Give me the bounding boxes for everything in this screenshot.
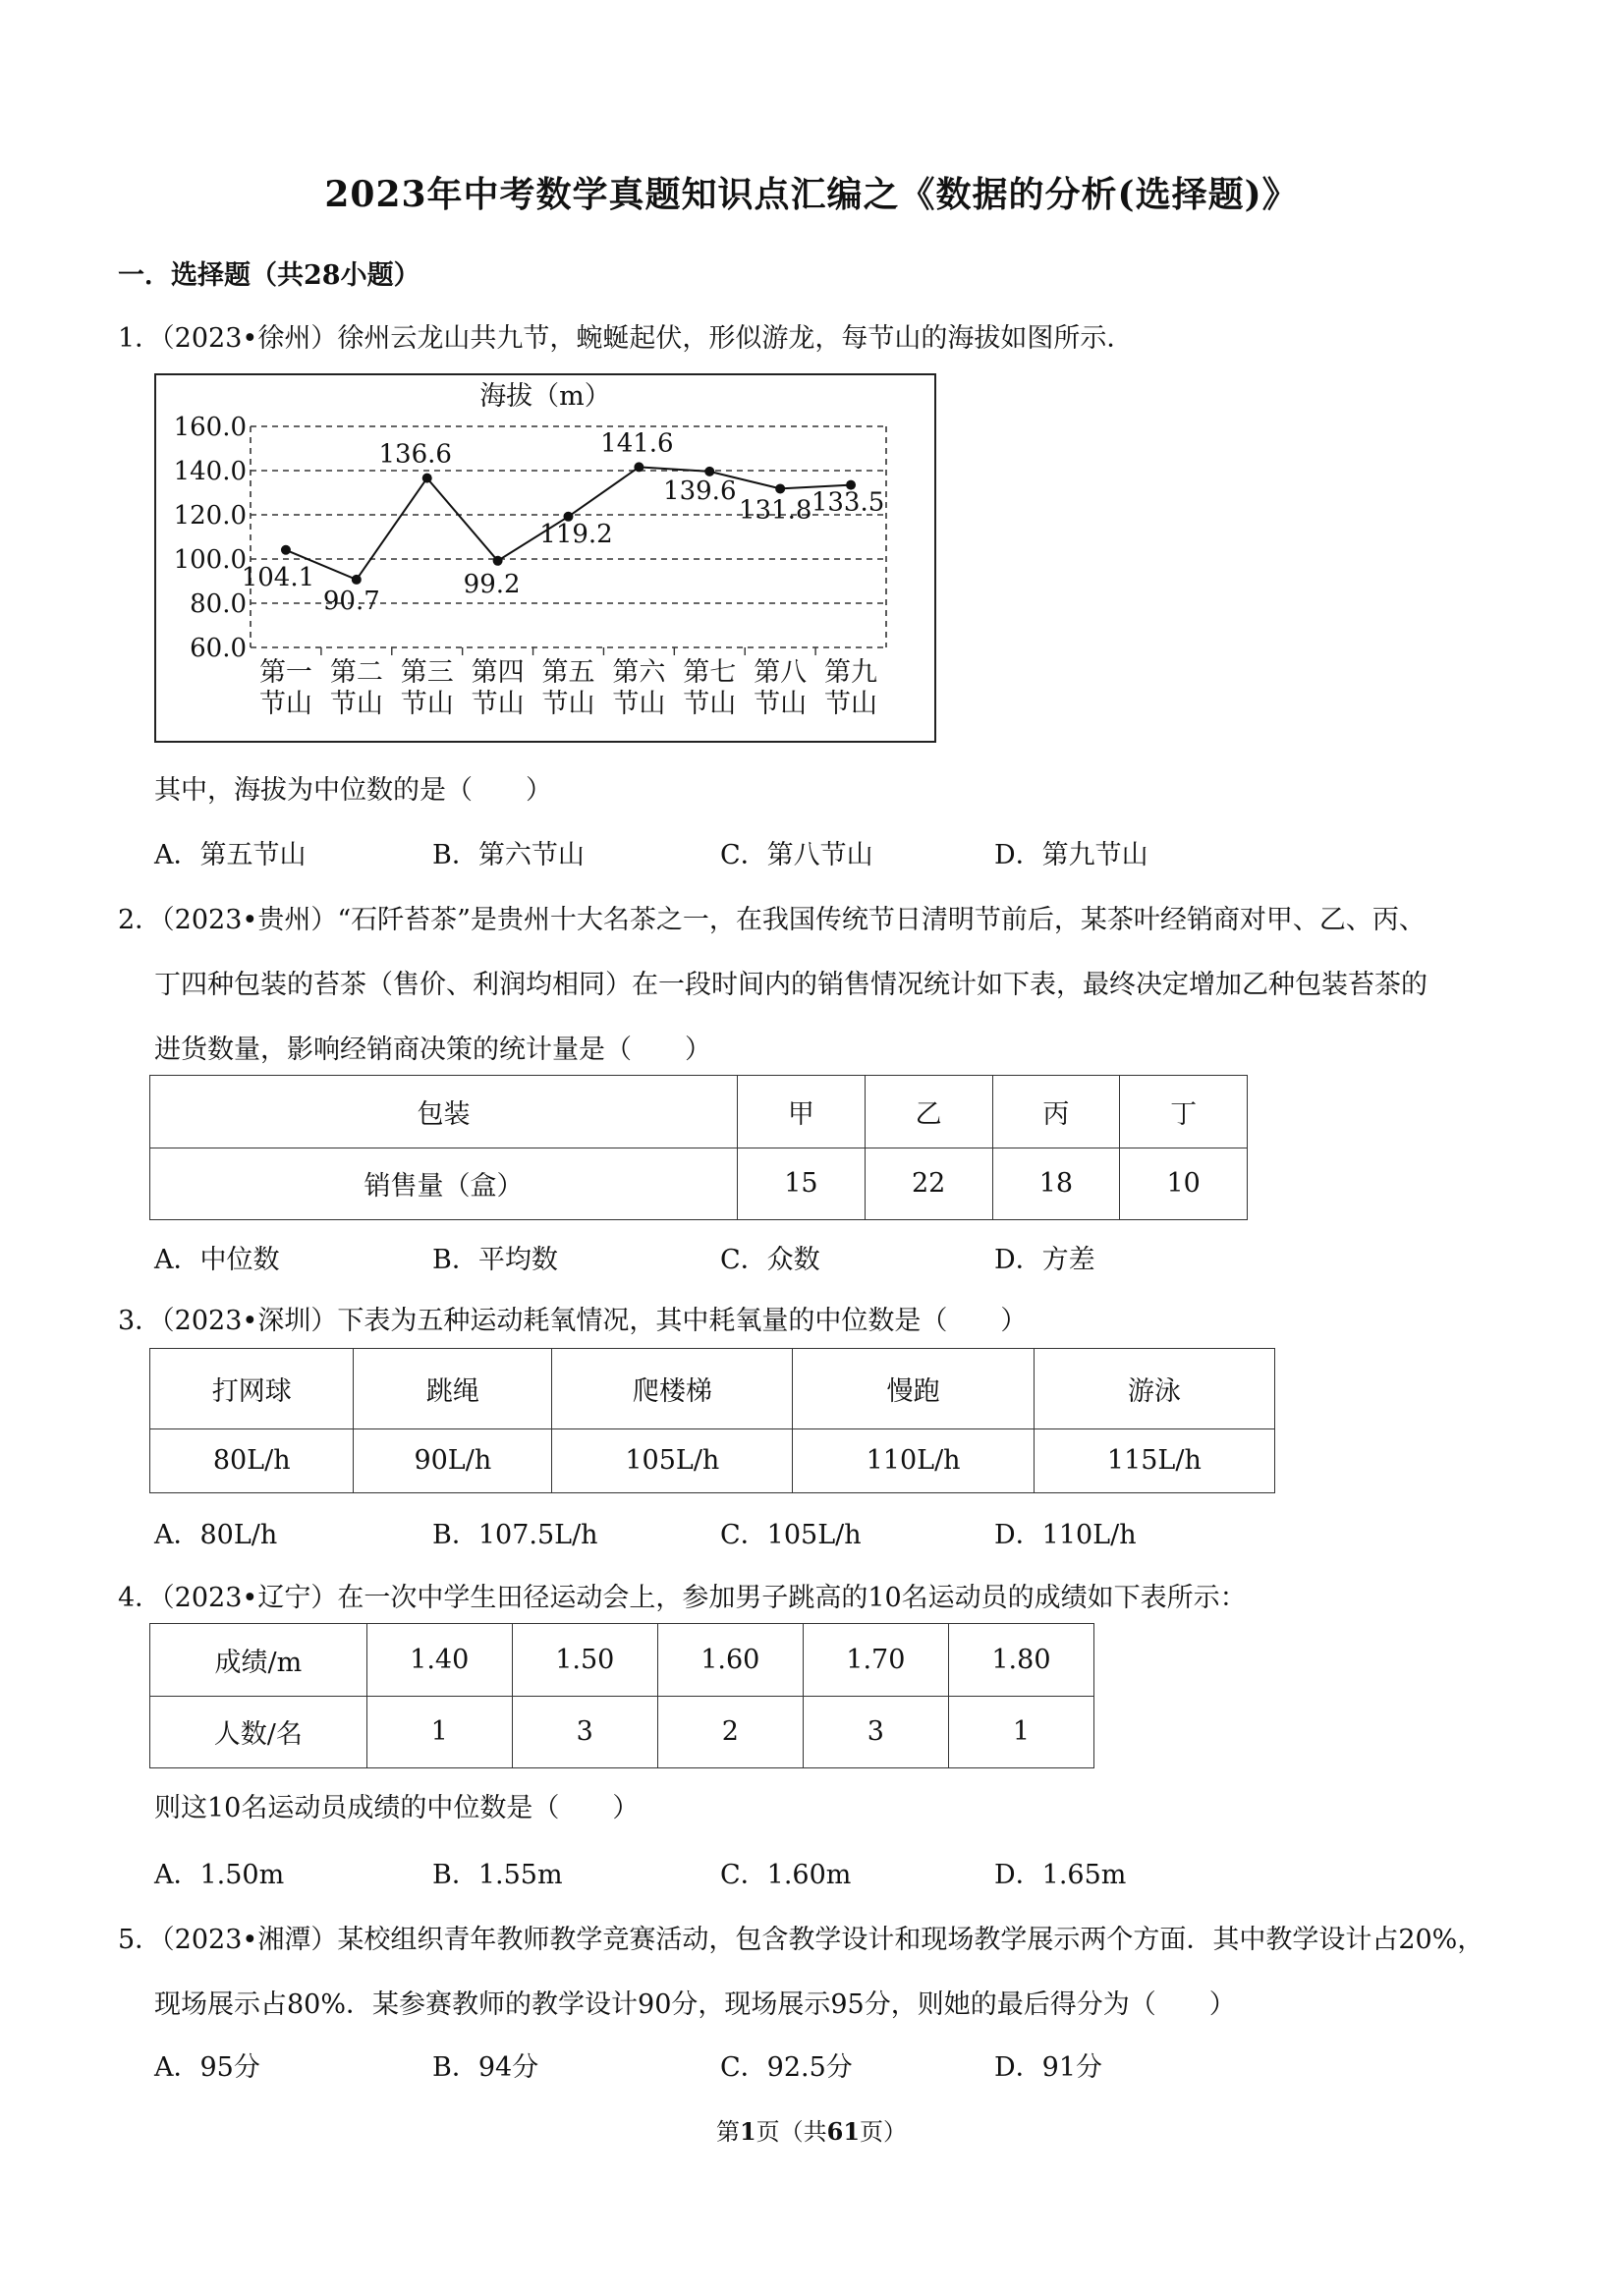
data-label: 99.2	[463, 569, 521, 599]
table-cell: 1.80	[948, 1624, 1093, 1697]
q3-option-a: A．80L/h	[154, 1520, 278, 1550]
x-tick-label: 节山	[612, 689, 666, 719]
q4-option-d: D．1.65m	[994, 1860, 1127, 1890]
y-tick-label: 100.0	[173, 545, 247, 575]
q4-stem: 4．（2023•辽宁）在一次中学生田径运动会上，参加男子跳高的10名运动员的成绩如下表所示：	[118, 1583, 1247, 1613]
table-cell: 跳绳	[354, 1349, 552, 1429]
x-tick-label: 第七	[683, 657, 737, 688]
table-cell: 1	[366, 1696, 512, 1768]
q3-option-d: D．110L/h	[994, 1520, 1137, 1550]
q4-follow: 则这10名运动员成绩的中位数是（ ）	[154, 1793, 640, 1823]
table-cell: 1	[948, 1696, 1093, 1768]
x-tick-label: 节山	[683, 689, 737, 719]
data-label: 133.5	[811, 487, 885, 518]
table-cell: 15	[738, 1148, 866, 1220]
table-cell: 销售量（盒）	[150, 1148, 738, 1220]
table-cell: 成绩/m	[150, 1624, 367, 1697]
q2-option-c: C．众数	[720, 1245, 820, 1275]
section-heading: 一．选择题（共28小题）	[118, 260, 420, 291]
table-cell: 90L/h	[354, 1428, 552, 1492]
table-cell: 甲	[738, 1076, 866, 1148]
q3-stem: 3．（2023•深圳）下表为五种运动耗氧情况，其中耗氧量的中位数是（ ）	[118, 1306, 1028, 1336]
q3-oxygen-table	[149, 1348, 1275, 1493]
table-row	[150, 1428, 1275, 1492]
q1-option-a: A．第五节山	[154, 840, 307, 870]
data-point	[704, 467, 714, 476]
y-tick-label: 160.0	[173, 413, 247, 442]
q1-follow: 其中，海拔为中位数的是（ ）	[154, 775, 552, 806]
data-point	[493, 556, 503, 566]
q4-option-a: A．1.50m	[154, 1860, 285, 1890]
q2-option-b: B．平均数	[432, 1245, 558, 1275]
footer-mid: 页（共	[756, 2118, 827, 2146]
q4-option-b: B．1.55m	[432, 1860, 563, 1890]
data-label: 90.7	[322, 586, 380, 616]
q1-option-c: C．第八节山	[720, 840, 873, 870]
table-row	[150, 1624, 1094, 1697]
data-label: 139.6	[663, 476, 737, 506]
footer-suffix: 页）	[860, 2118, 908, 2146]
data-point	[352, 575, 362, 585]
q2-option-a: A．中位数	[154, 1245, 280, 1275]
table-cell: 110L/h	[793, 1428, 1034, 1492]
q2-option-d: D．方差	[994, 1245, 1095, 1275]
q5-option-b: B．94分	[432, 2052, 539, 2083]
footer-total-pages: 61	[826, 2117, 861, 2146]
x-tick-label: 节山	[824, 689, 878, 719]
footer-page-number: 1	[739, 2117, 756, 2146]
chart-title: 海拔（m）	[479, 381, 611, 412]
q2-line-1: 2．（2023•贵州）“石阡苔茶”是贵州十大名茶之一，在我国传统节日清明节前后，某茶叶经销商对甲、乙、丙、	[118, 905, 1426, 935]
table-cell: 22	[865, 1148, 992, 1220]
q5-line-2: 现场展示占80%．某参赛教师的教学设计90分，现场展示95分，则她的最后得分为（ ）	[154, 1989, 1236, 2020]
table-cell: 80L/h	[150, 1428, 354, 1492]
page-footer	[0, 2112, 1623, 2147]
q3-option-c: C．105L/h	[720, 1520, 862, 1550]
q5-option-d: D．91分	[994, 2052, 1103, 2083]
x-tick-label: 节山	[258, 689, 312, 719]
table-row	[150, 1148, 1248, 1220]
data-point	[775, 483, 785, 493]
q5-option-c: C．92.5分	[720, 2052, 853, 2083]
q5-option-a: A．95分	[154, 2052, 260, 2083]
table-cell: 105L/h	[552, 1428, 793, 1492]
table-cell: 丙	[992, 1076, 1120, 1148]
x-tick-label: 第六	[612, 657, 666, 688]
q1-chart-frame	[154, 373, 936, 743]
footer-prefix: 第	[715, 2118, 740, 2146]
data-point	[281, 545, 291, 555]
q1-stem: 1．（2023•徐州）徐州云龙山共九节，蜿蜒起伏，形似游龙，每节山的海拔如图所示．	[118, 323, 1134, 354]
x-tick-label: 节山	[754, 689, 808, 719]
q1-option-d: D．第九节山	[994, 840, 1148, 870]
page-title: 2023年中考数学真题知识点汇编之《数据的分析(选择题)》	[324, 174, 1299, 215]
table-cell: 2	[657, 1696, 803, 1768]
x-tick-label: 第二	[329, 657, 383, 688]
table-cell: 游泳	[1034, 1349, 1274, 1429]
x-tick-label: 节山	[400, 689, 454, 719]
table-cell: 3	[803, 1696, 948, 1768]
q2-sales-table	[149, 1075, 1248, 1220]
table-cell: 包装	[150, 1076, 738, 1148]
table-row	[150, 1076, 1248, 1148]
data-label: 141.6	[600, 428, 674, 459]
q3-option-b: B．107.5L/h	[432, 1520, 598, 1550]
table-cell: 10	[1120, 1148, 1248, 1220]
table-cell: 爬楼梯	[552, 1349, 793, 1429]
x-tick-label: 第九	[824, 657, 878, 688]
table-row	[150, 1696, 1094, 1768]
data-label: 119.2	[539, 519, 613, 549]
q2-line-2: 丁四种包装的苔茶（售价、利润均相同）在一段时间内的销售情况统计如下表，最终决定增加乙种包装苔茶的	[154, 970, 1427, 1000]
x-tick-label: 节山	[329, 689, 383, 719]
data-point	[634, 462, 644, 472]
x-tick-label: 节山	[541, 689, 595, 719]
x-tick-label: 第五	[541, 657, 595, 688]
y-tick-label: 120.0	[173, 501, 247, 531]
data-label: 136.6	[378, 439, 452, 470]
data-label: 104.1	[241, 562, 315, 592]
q5-line-1: 5．（2023•湘潭）某校组织青年教师教学竞赛活动，包含教学设计和现场教学展示两个方面．其中教学设计占20%，	[118, 1925, 1484, 1955]
q1-option-b: B．第六节山	[432, 840, 585, 870]
x-tick-label: 第三	[400, 657, 454, 688]
table-cell: 115L/h	[1034, 1428, 1274, 1492]
x-tick-label: 节山	[471, 689, 525, 719]
q2-line-3: 进货数量，影响经销商决策的统计量是（ ）	[154, 1035, 711, 1065]
q4-option-c: C．1.60m	[720, 1860, 852, 1890]
table-cell: 1.70	[803, 1624, 948, 1697]
table-cell: 1.50	[512, 1624, 657, 1697]
table-cell: 慢跑	[793, 1349, 1034, 1429]
table-row	[150, 1349, 1275, 1429]
table-cell: 18	[992, 1148, 1120, 1220]
table-cell: 人数/名	[150, 1696, 367, 1768]
y-tick-label: 140.0	[173, 457, 247, 486]
x-tick-label: 第一	[258, 657, 312, 688]
x-tick-label: 第八	[754, 657, 808, 688]
data-label: 131.8	[738, 495, 812, 526]
y-tick-label: 60.0	[190, 634, 247, 663]
data-point	[422, 474, 432, 483]
y-tick-label: 80.0	[190, 589, 247, 619]
q4-score-table	[149, 1623, 1094, 1768]
q1-elevation-chart	[156, 375, 934, 741]
table-cell: 打网球	[150, 1349, 354, 1429]
table-cell: 1.60	[657, 1624, 803, 1697]
table-cell: 乙	[865, 1076, 992, 1148]
x-tick-label: 第四	[471, 657, 525, 688]
table-cell: 3	[512, 1696, 657, 1768]
table-cell: 1.40	[366, 1624, 512, 1697]
table-cell: 丁	[1120, 1076, 1248, 1148]
